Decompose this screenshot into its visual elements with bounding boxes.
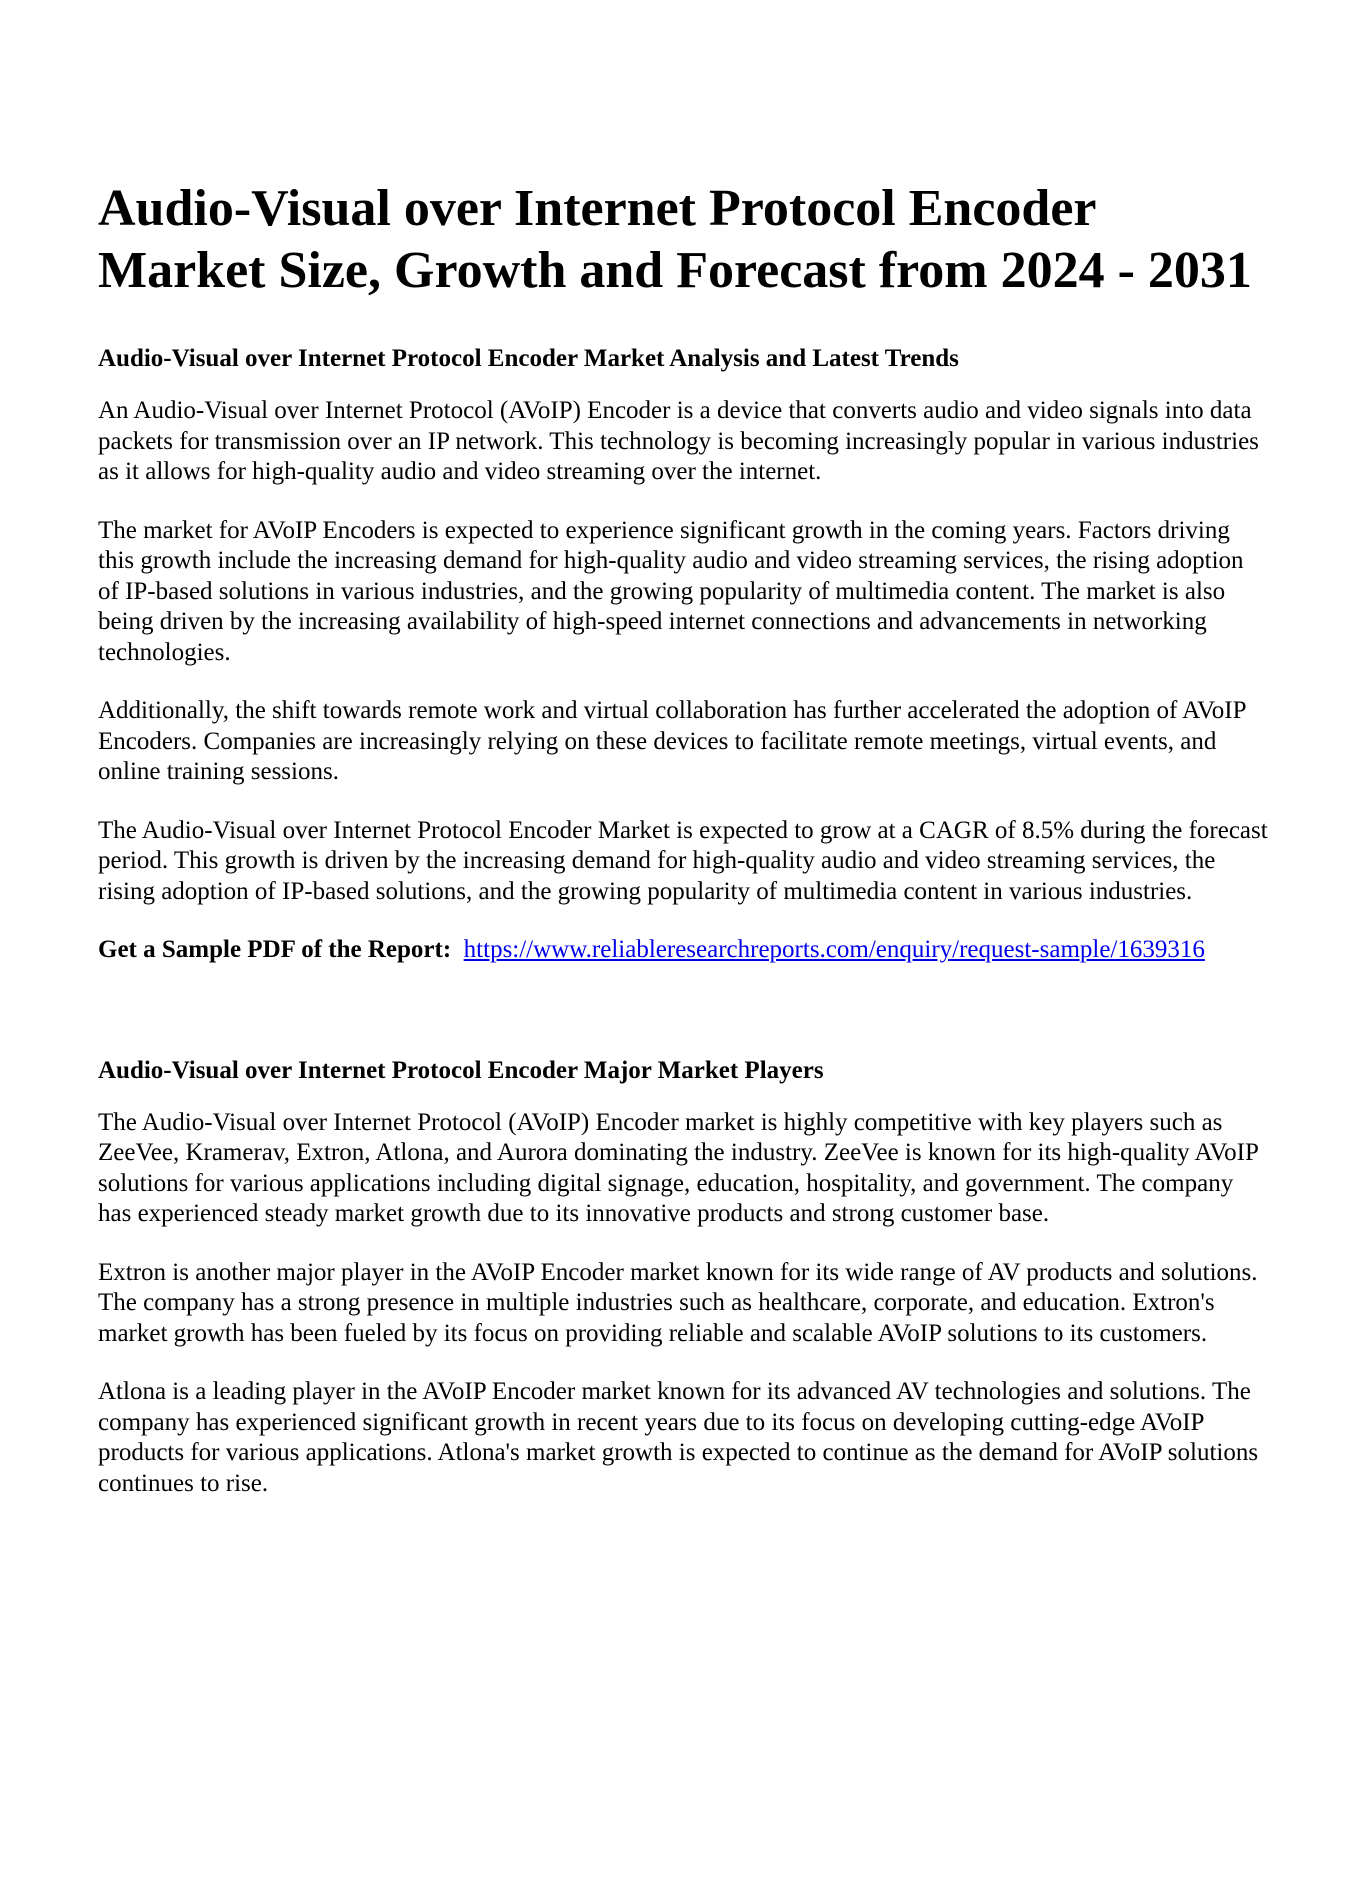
section-spacer: [98, 966, 1268, 1056]
paragraph: The market for AVoIP Encoders is expected to experience significant growth in the coming years. Factors driving this growth include the increasing demand for high-quality audio and video streaming services, the rising adoption of IP-based solutions in various industries, and the growing popularity of multimedia content. The market is also being driven by the increasing availability of high-speed internet connections and advancements in networking technologies.: [98, 516, 1244, 666]
page-title: Audio-Visual over Internet Protocol Encoder Market Size, Growth and Forecast from 2024 - 2031: [98, 180, 1252, 299]
sample-pdf-link[interactable]: https://www.reliableresearchreports.com/enquiry/request-sample/1639316: [463, 936, 1205, 963]
section-heading-market-analysis: Audio-Visual over Internet Protocol Encoder Market Analysis and Latest Trends: [98, 345, 959, 372]
sample-pdf-label: Get a Sample PDF of the Report:: [98, 936, 452, 963]
sample-pdf-line: [98, 935, 1268, 966]
paragraph: Additionally, the shift towards remote work and virtual collaboration has further accelerated the adoption of AVoIP Encoders. Companies are increasingly relying on these devices to facilitate remote meetings, virtual events, and online training sessions.: [98, 697, 1246, 785]
paragraph: Extron is another major player in the AVoIP Encoder market known for its wide range of AV products and solutions. The company has a strong presence in multiple industries such as healthcare, corporate, and education. Extron's market growth has been fueled by its focus on providing reliable and scalable AVoIP solutions to its customers.: [98, 1258, 1258, 1347]
document-page: [98, 178, 1268, 1527]
paragraph: An Audio-Visual over Internet Protocol (AVoIP) Encoder is a device that converts audio and video signals into data packets for transmission over an IP network. This technology is becoming increasingly popular in various industries as it allows for high-quality audio and video streaming over the internet.: [98, 397, 1259, 485]
section-heading-market-players: Audio-Visual over Internet Protocol Encoder Major Market Players: [98, 1056, 824, 1084]
paragraph: The Audio-Visual over Internet Protocol (AVoIP) Encoder market is highly competitive with key players such as ZeeVee, Kramerav, Extron, Atlona, and Aurora dominating the industry. ZeeVee is known for its high-quality AVoIP solutions for various applications including digital signage, education, hospitality, and government. The company has experienced steady market growth due to its innovative products and strong customer base.: [98, 1108, 1258, 1227]
paragraph: Atlona is a leading player in the AVoIP Encoder market known for its advanced AV technologies and solutions. The company has experienced significant growth in recent years due to its focus on developing cutting-edge AVoIP products for various applications. Atlona's market growth is expected to continue as the demand for AVoIP solutions continues to rise.: [98, 1378, 1259, 1497]
paragraph: The Audio-Visual over Internet Protocol Encoder Market is expected to grow at a CAGR of 8.5% during the forecast period. This growth is driven by the increasing demand for high-quality audio and video streaming services, the rising adoption of IP-based solutions, and the growing popularity of multimedia content in various industries.: [98, 816, 1268, 905]
